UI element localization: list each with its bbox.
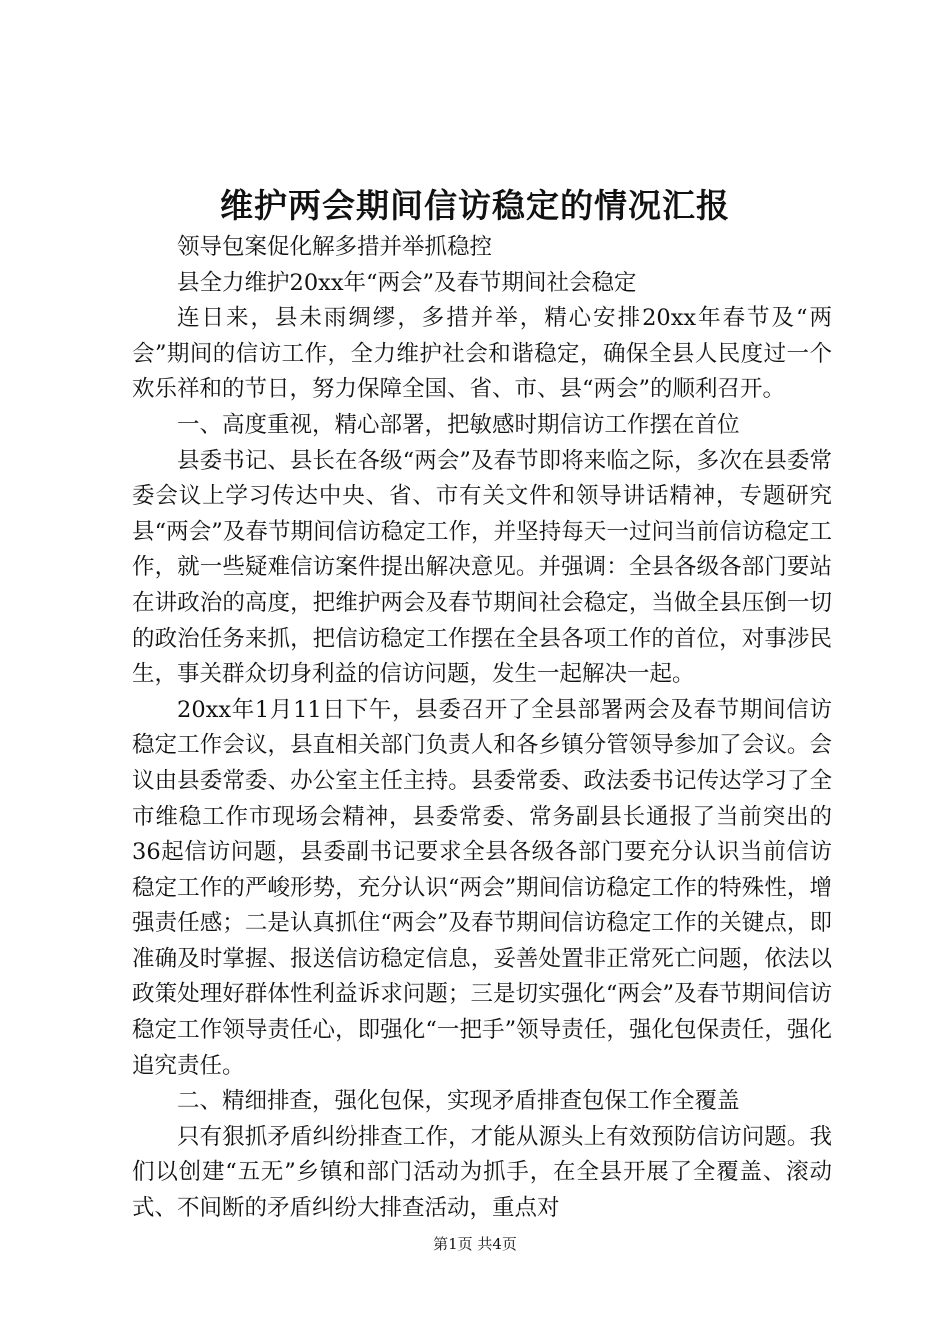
subtitle-line-2: 县全力维护20xx年“两会”及春节期间社会稳定 — [177, 269, 637, 296]
section-heading-2: 二、精细排查，强化包保，实现矛盾排查包保工作全覆盖 — [177, 1088, 740, 1115]
body-paragraph: 20xx年1月11日下午，县委召开了全县部署两会及春节期间信访稳定工作会议，县直相关部门负责人和各乡镇分管领导参加了会议。会议由县委常委、办公室主任主持。县委常委、政法委书记传达学习了全市维稳工作市现场会精神，县委常委、常务副县长通报了当前突出的36起信访问题，县委副书记要求全县各级各部门要充分认识当前信访稳定工作的严峻形势，充分认识“两会”期间信访稳定工作的特殊性，增强责任感；二是认真抓住“两会”及春节期间信访稳定工作的关键点，即准确及时掌握、报送信访稳定信息，妥善处置非正常死亡问题，依法以政策处理好群体性利益诉求问题；三是切实强化“两会”及春节期间信访稳定工作领导责任心，即强化“一把手”领导责任，强化包保责任，强化追究责任。 — [132, 696, 832, 1079]
body-paragraph: 县委书记、县长在各级“两会”及春节即将来临之际，多次在县委常委会议上学习传达中央、省、市有关文件和领导讲话精神，专题研究县“两会”及春节期间信访稳定工作，并坚持每天一过问当前信访稳定工作，就一些疑难信访案件提出解决意见。并强调：全县各级各部门要站在讲政治的高度，把维护两会及春节期间社会稳定，当做全县压倒一切的政治任务来抓，把信访稳定工作摆在全县各项工作的首位，对事涉民生，事关群众切身利益的信访问题，发生一起解决一起。 — [132, 447, 832, 688]
document-body — [132, 230, 832, 1227]
subtitle-line-1: 领导包案促化解多措并举抓稳控 — [177, 234, 493, 260]
body-paragraph: 只有狠抓矛盾纠纷排查工作，才能从源头上有效预防信访问题。我们以创建“五无”乡镇和部门活动为抓手，在全县开展了全覆盖、滚动式、不间断的矛盾纠纷大排查活动，重点对 — [132, 1123, 832, 1222]
document-title: 维护两会期间信访稳定的情况汇报 — [220, 186, 730, 225]
section-heading-1: 一、高度重视，精心部署，把敏感时期信访工作摆在首位 — [177, 411, 740, 438]
body-paragraph: 连日来，县未雨绸缪，多措并举，精心安排20xx年春节及“两会”期间的信访工作，全力维护社会和谐稳定，确保全县人民度过一个欢乐祥和的节日，努力保障全国、省、市、县“两会”的顺利召开。 — [132, 305, 832, 403]
page-footer: 第1页 共4页 — [433, 1235, 517, 1253]
